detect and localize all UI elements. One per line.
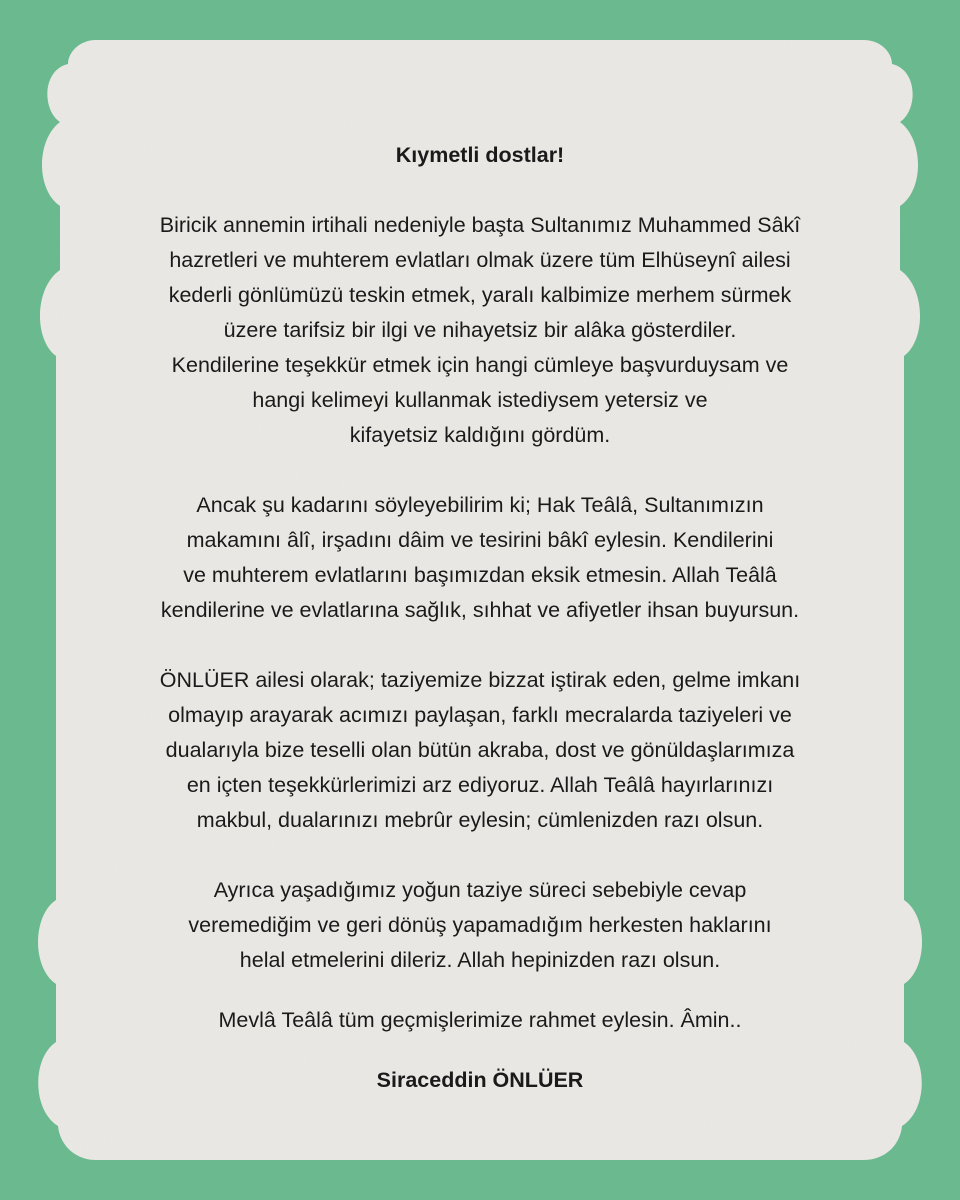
paragraph-5: [80, 1003, 880, 1038]
paragraph-4: [80, 873, 880, 978]
paragraph-1: [80, 208, 880, 453]
paragraph-3: [80, 663, 880, 838]
paragraph-line: Ancak şu kadarını söyleyebilirim ki; Hak Teâlâ, Sultanımızın: [196, 493, 764, 517]
paragraph-line: Biricik annemin irtihali nedeniyle başta Sultanımız Muhammed Sâkî: [159, 213, 801, 237]
letter-greeting: Kıymetli dostlar!: [395, 143, 565, 167]
paragraph-line: Kendilerine teşekkür etmek için hangi cümleye başvurduysam ve: [171, 353, 789, 377]
letter-body: [80, 138, 880, 1098]
paragraph-line: veremediğim ve geri dönüş yapamadığım herkesten haklarını: [188, 913, 772, 937]
paragraph-2: [80, 488, 880, 628]
paragraph-line: dualarıyla bize teselli olan bütün akraba, dost ve gönüldaşlarımıza: [165, 738, 795, 762]
paragraph-line: olmayıp arayarak acımızı paylaşan, farklı mecralarda taziyeleri ve: [168, 703, 792, 727]
paragraph-line: makamını âlî, irşadını dâim ve tesirini bâkî eylesin. Kendilerini: [186, 528, 774, 552]
paragraph-line: Ayrıca yaşadığımız yoğun taziye süreci sebebiyle cevap: [213, 878, 747, 902]
paragraph-line: kifayetsiz kaldığını gördüm.: [349, 423, 611, 447]
paragraph-line: kendilerine ve evlatlarına sağlık, sıhhat ve afiyetler ihsan buyursun.: [160, 598, 800, 622]
paragraph-line: ÖNLÜER ailesi olarak; taziyemize bizzat iştirak eden, gelme imkanı: [159, 668, 801, 692]
paragraph-line: kederli gönlümüzü teskin etmek, yaralı kalbimize merhem sürmek: [168, 283, 792, 307]
paragraph-line: ve muhterem evlatlarını başımızdan eksik etmesin. Allah Teâlâ: [183, 563, 777, 587]
paragraph-line: helal etmelerini dileriz. Allah hepinizden razı olsun.: [239, 948, 721, 972]
paragraph-line: en içten teşekkürlerimizi arz ediyoruz. Allah Teâlâ hayırlarınızı: [186, 773, 774, 797]
paragraph-line: hangi kelimeyi kullanmak istediysem yetersiz ve: [252, 388, 708, 412]
paragraph-line: Mevlâ Teâlâ tüm geçmişlerimize rahmet eylesin. Âmin..: [218, 1008, 742, 1032]
paragraph-line: hazretleri ve muhterem evlatları olmak üzere tüm Elhüseynî ailesi: [169, 248, 791, 272]
letter-signature: Siraceddin ÖNLÜER: [376, 1068, 584, 1092]
paragraph-line: üzere tarifsiz bir ilgi ve nihayetsiz bir alâka gösterdiler.: [223, 318, 737, 342]
paragraph-line: makbul, dualarınızı mebrûr eylesin; cümlenizden razı olsun.: [196, 808, 764, 832]
